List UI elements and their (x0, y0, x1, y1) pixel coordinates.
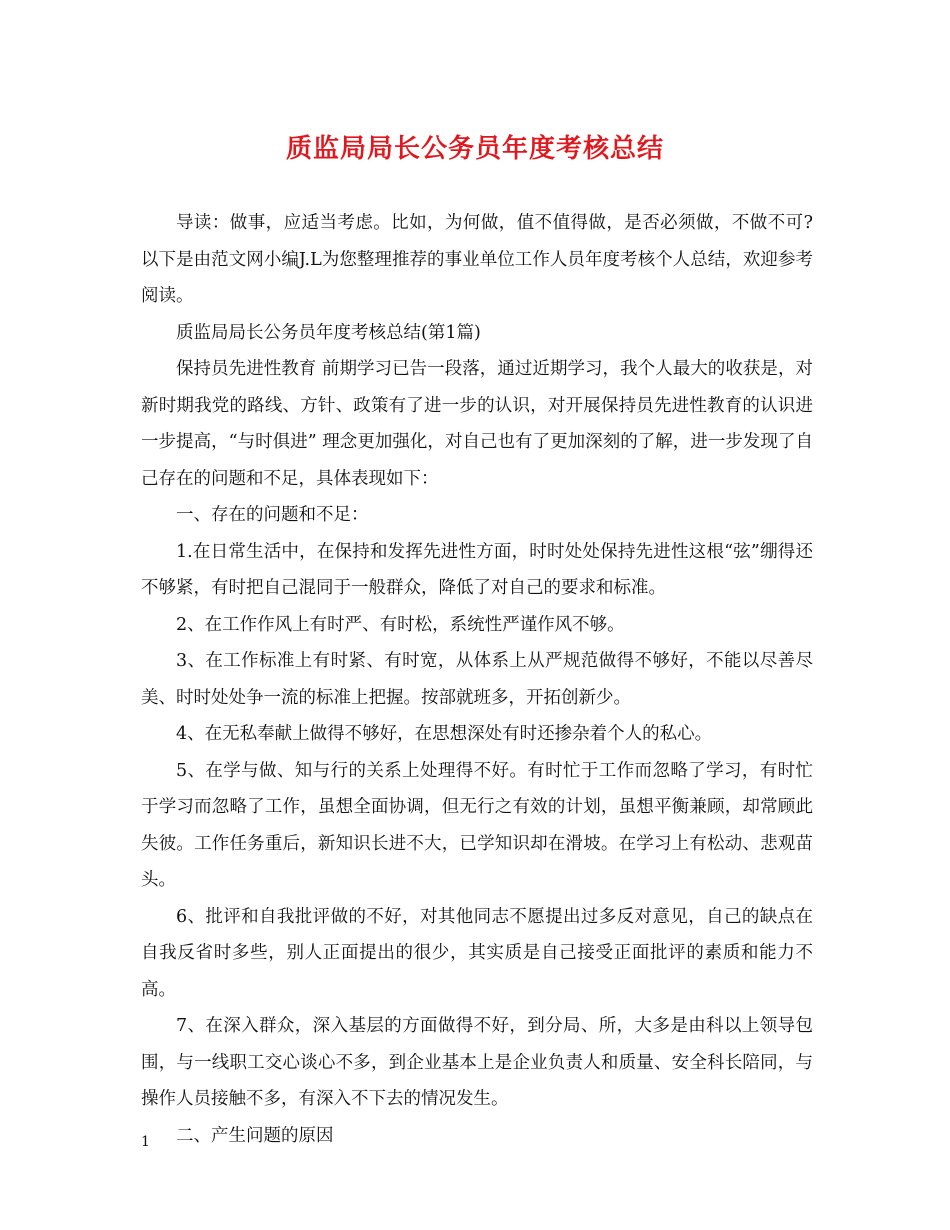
page-number: 1 (141, 1134, 150, 1150)
list-item-5: 5、在学与做、知与行的关系上处理得不好。有时忙于工作而忽略了学习，有时忙于学习而忽略了工作，虽想全面协调，但无行之有效的计划，虽想平衡兼顾，却常顾此失彼。工作任务重后，新知识长进不大，已学知识却在滑坡。在学习上有松动、悲观苗头。 (141, 760, 813, 890)
list-item-7: 7、在深入群众，深入基层的方面做得不好，到分局、所，大多是由科以上领导包围，与一线职工交心谈心不多，到企业基本上是企业负责人和质量、安全科长陪同，与操作人员接触不多，有深入不下去的情况发生。 (141, 1016, 813, 1109)
list-item-6: 6、批评和自我批评做的不好，对其他同志不愿提出过多反对意见，自己的缺点在自我反省时多些，别人正面提出的很少，其实质是自己接受正面批评的素质和能力不高。 (141, 906, 813, 1000)
subheading-problems: 一、存在的问题和不足： (176, 505, 369, 525)
document-body (141, 205, 813, 1154)
list-item-1: 1.在日常生活中，在保持和发挥先进性方面，时时处处保持先进性这根“弦”绷得还不够紧，有时把自己混同于一般群众，降低了对自己的要求和标准。 (141, 541, 813, 598)
document-title: 质监局局长公务员年度考核总结 (285, 134, 664, 164)
subheading-causes: 二、产生问题的原因 (176, 1125, 334, 1146)
list-item-2: 2、在工作作风上有时严、有时松，系统性严谨作风不够。 (176, 614, 625, 635)
intro-paragraph: 导读：做事，应适当考虑。比如，为何做，值不值得做，是否必须做，不做不可?以下是由范文网小编J.L为您整理推荐的事业单位工作人员年度考核个人总结，欢迎参考阅读。 (141, 213, 813, 306)
list-item-3: 3、在工作标准上有时紧、有时宽，从体系上从严规范做得不够好，不能以尽善尽美、时时处处争一流的标准上把握。按部就班多，开拓创新少。 (141, 651, 813, 708)
section-heading-part1: 质监局局长公务员年度考核总结(第1篇) (176, 322, 481, 343)
list-item-4: 4、在无私奉献上做得不够好，在思想深处有时还掺杂着个人的私心。 (176, 724, 713, 744)
body-paragraph: 保持员先进性教育 前期学习已告一段落，通过近期学习，我个人最大的收获是，对新时期我党的路线、方针、政策有了进一步的认识，对开展保持员先进性教育的认识进一步提高，“与时俱进” 理念更加强化，对自己也有了更加深刻的了解，进一步发现了自己存在的问题和不足，具体表现如下： (141, 359, 813, 489)
